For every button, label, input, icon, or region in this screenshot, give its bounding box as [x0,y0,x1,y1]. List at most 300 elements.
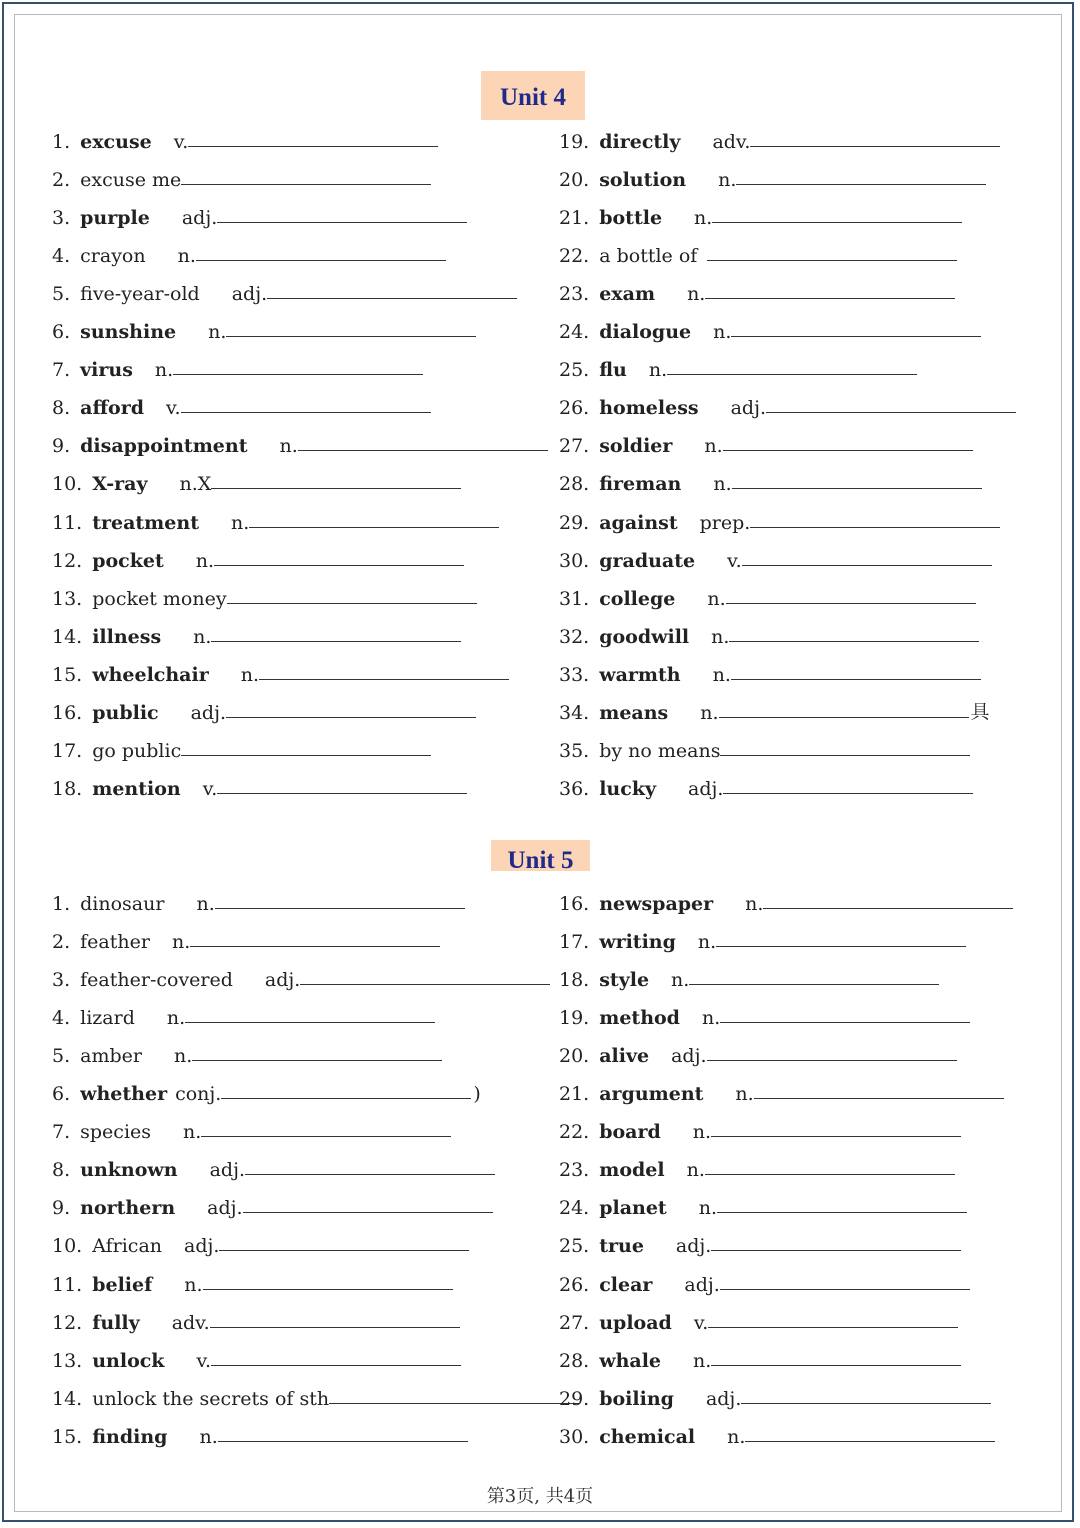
answer-blank[interactable] [736,183,986,185]
unit4-title: Unit 4 [481,71,585,120]
item-number: 22. [559,1121,590,1144]
item-number: 32. [559,625,590,648]
item-number: 22. [559,245,590,268]
answer-blank[interactable] [720,1288,970,1290]
item-number: 9. [52,435,71,458]
vocab-row [52,1301,579,1339]
item-number: 19. [559,131,590,154]
unit5-left-column [52,882,579,1453]
answer-blank[interactable] [717,1211,967,1213]
vocab-word: illness [92,625,162,648]
unit5-title: Unit 5 [491,840,590,871]
vocab-row [52,196,548,234]
answer-blank[interactable] [711,1135,961,1137]
vocab-row [52,348,548,386]
vocab-row [559,234,1016,272]
item-number: 2. [52,931,71,954]
part-of-speech: v. [173,131,189,154]
part-of-speech: adj. [688,777,724,800]
part-of-speech: n. [735,1083,754,1106]
vocab-word: treatment [92,511,199,534]
item-number: 24. [559,1197,590,1220]
vocab-word: excuse me [80,169,182,192]
vocab-row [52,1377,579,1415]
part-of-speech: n.X [179,473,212,496]
answer-blank[interactable] [723,449,973,451]
item-number: 5. [52,283,71,306]
answer-blank[interactable] [185,1021,435,1023]
part-of-speech: n. [701,1007,721,1030]
item-number: 33. [559,663,590,686]
answer-blank[interactable] [742,564,992,566]
item-number: 8. [52,1159,71,1182]
answer-blank[interactable] [705,297,955,299]
item-number: 26. [559,397,590,420]
vocab-word: excuse [80,131,152,154]
answer-blank[interactable] [716,945,966,947]
vocab-row [52,1072,579,1110]
vocab-row [52,234,548,272]
answer-blank[interactable] [726,602,976,604]
answer-blank[interactable] [707,259,957,261]
part-of-speech: adj. [264,969,301,992]
vocab-word: pocket money [92,587,227,610]
vocab-word: lucky [599,777,657,800]
vocab-row [52,386,548,424]
vocab-row [559,1224,1013,1262]
answer-blank[interactable] [750,526,1000,528]
vocab-word: whether [80,1083,168,1106]
answer-blank[interactable] [201,1135,451,1137]
vocab-row [52,424,548,462]
vocab-word: college [599,587,676,610]
vocab-word: method [599,1007,680,1030]
trailing-mark: 具 [970,700,990,723]
vocab-word: unlock [92,1349,165,1372]
vocab-row [52,539,548,577]
item-number: 7. [52,359,71,382]
vocab-word: sunshine [80,321,177,344]
item-number: 24. [559,321,590,344]
part-of-speech: n. [671,969,690,992]
item-number: 23. [559,283,590,306]
part-of-speech: n. [697,931,717,954]
vocab-word: afford [80,397,145,420]
vocab-word: crayon [80,245,146,268]
vocab-word: graduate [599,549,696,572]
vocab-row [52,1034,579,1072]
vocab-row [52,996,579,1034]
item-number: 12. [52,549,83,572]
item-number: 27. [559,435,590,458]
part-of-speech: adj. [181,207,218,230]
item-number: 8. [52,397,71,420]
answer-blank[interactable] [720,754,970,756]
part-of-speech: adj. [671,1045,707,1068]
answer-blank[interactable] [217,221,467,223]
vocab-word: alive [599,1045,650,1068]
item-number: 3. [52,207,71,230]
item-number: 29. [559,1387,590,1410]
vocab-word: bottle [599,207,663,230]
vocab-word: chemical [599,1425,696,1448]
vocab-word: goodwill [599,625,690,648]
vocab-row [559,120,1016,158]
part-of-speech: v. [202,777,218,800]
part-of-speech: n. [199,1425,218,1448]
item-number: 9. [52,1197,71,1220]
part-of-speech: n. [687,283,706,306]
part-of-speech: n. [183,1121,202,1144]
vocab-word: X-ray [92,473,148,496]
vocab-row [52,767,548,805]
vocab-row [52,272,548,310]
item-number: 17. [559,931,590,954]
item-number: 28. [559,473,590,496]
part-of-speech: n. [700,701,719,724]
vocab-word: true [599,1235,644,1258]
vocab-word: directly [599,131,681,154]
vocab-word: dinosaur [80,893,165,916]
vocab-row [559,462,1016,500]
item-number: 11. [52,511,83,534]
vocab-word: unknown [80,1159,178,1182]
item-number: 1. [52,893,71,916]
vocab-word: pocket [92,549,164,572]
answer-blank[interactable] [215,907,465,909]
vocab-row [559,272,1016,310]
vocab-row [559,500,1016,538]
item-number: 21. [559,207,590,230]
vocab-word: species [80,1121,152,1144]
item-number: 1. [52,131,71,154]
item-number: 11. [52,1273,83,1296]
answer-blank[interactable] [219,1249,469,1251]
answer-blank[interactable] [745,1440,995,1442]
part-of-speech: v. [693,1311,709,1334]
part-of-speech: n. [208,321,227,344]
part-of-speech: n. [704,435,723,458]
vocab-row [52,120,548,158]
answer-blank[interactable] [188,145,438,147]
item-number: 30. [559,1425,590,1448]
vocab-word: public [92,701,159,724]
item-number: 25. [559,1235,590,1258]
vocab-word: newspaper [599,893,714,916]
answer-blank[interactable] [211,640,461,642]
vocab-word: by no means [599,739,721,762]
item-number: 18. [559,969,590,992]
part-of-speech: n. [718,169,737,192]
answer-blank[interactable] [298,449,548,451]
part-of-speech: n. [713,321,732,344]
vocab-word: argument [599,1083,704,1106]
item-number: 19. [559,1007,590,1030]
answer-blank[interactable] [249,526,499,528]
vocab-row [559,1186,1013,1224]
answer-blank[interactable] [259,678,509,680]
part-of-speech: n. [707,587,726,610]
vocab-row [559,386,1016,424]
answer-blank[interactable] [181,411,431,413]
item-number: 16. [559,893,590,916]
part-of-speech: n. [698,1197,717,1220]
answer-blank[interactable] [245,1173,495,1175]
unit5-right-column [559,882,1013,1453]
vocab-word: five-year-old [80,283,200,306]
item-number: 17. [52,739,83,762]
vocab-row [52,1110,579,1148]
part-of-speech: n. [173,1045,193,1068]
vocab-row [559,424,1016,462]
answer-blank[interactable] [267,297,517,299]
vocab-row [52,653,548,691]
item-number: 30. [559,549,590,572]
answer-blank[interactable] [729,640,979,642]
answer-blank[interactable] [211,487,461,489]
vocab-row [559,310,1016,348]
answer-blank[interactable] [667,373,917,375]
vocab-word: purple [80,207,150,230]
item-number: 28. [559,1349,590,1372]
item-number: 2. [52,169,71,192]
answer-blank[interactable] [711,1364,961,1366]
vocab-row [559,158,1016,196]
item-number: 6. [52,1083,71,1106]
answer-blank[interactable] [707,1059,957,1061]
answer-blank[interactable] [218,1440,468,1442]
part-of-speech: n. [195,549,215,572]
part-of-speech: n. [184,1273,203,1296]
vocab-row [559,577,1016,615]
answer-blank[interactable] [741,1402,991,1404]
answer-blank[interactable] [766,411,1016,413]
vocab-word: upload [599,1311,672,1334]
part-of-speech: n. [154,359,174,382]
part-of-speech: n. [692,1121,712,1144]
vocab-word: model [599,1159,665,1182]
vocab-row [52,1224,579,1262]
page-footer: 第3页, 共4页 [486,1486,594,1507]
vocab-word: fireman [599,473,682,496]
vocab-row [52,1339,579,1377]
item-number: 25. [559,359,590,382]
answer-blank[interactable] [210,1326,460,1328]
answer-blank[interactable] [705,1173,955,1175]
part-of-speech: n. [193,625,212,648]
trailing-mark: ) [473,1083,481,1106]
part-of-speech: n. [713,473,732,496]
vocab-word: belief [92,1273,153,1296]
vocab-row [52,462,548,500]
vocab-word: a bottle of [599,245,698,268]
part-of-speech: n. [711,625,730,648]
item-number: 23. [559,1159,590,1182]
part-of-speech: adj. [209,1159,246,1182]
unit4-right-column [559,120,1016,805]
vocab-row [559,691,1016,729]
item-number: 4. [52,1007,71,1030]
part-of-speech: adj. [675,1235,712,1258]
part-of-speech: n. [279,435,298,458]
item-number: 6. [52,321,71,344]
vocab-word: go public [92,739,182,762]
part-of-speech: n. [694,207,713,230]
vocab-word: exam [599,283,656,306]
answer-blank[interactable] [708,1326,958,1328]
item-number: 5. [52,1045,71,1068]
answer-blank[interactable] [192,1059,442,1061]
vocab-word: writing [599,931,676,954]
answer-blank[interactable] [750,145,1000,147]
part-of-speech: n. [712,663,731,686]
item-number: 20. [559,169,590,192]
part-of-speech: v. [196,1349,212,1372]
vocab-word: feather-covered [80,969,233,992]
part-of-speech: adj. [207,1197,243,1220]
vocab-row [559,1072,1013,1110]
vocab-row [559,1034,1013,1072]
vocab-word: style [599,969,650,992]
vocab-word: wheelchair [92,663,209,686]
unit4-left-column [52,120,548,805]
item-number: 15. [52,1425,83,1448]
part-of-speech: n. [240,663,259,686]
answer-blank[interactable] [227,602,477,604]
answer-blank[interactable] [763,907,1013,909]
item-number: 36. [559,777,590,800]
vocab-row [52,691,548,729]
item-number: 10. [52,1235,83,1258]
part-of-speech: adj. [730,397,767,420]
answer-blank[interactable] [173,373,423,375]
vocab-row [559,653,1016,691]
item-number: 29. [559,511,590,534]
vocab-row [559,348,1016,386]
vocab-word: homeless [599,397,699,420]
vocab-word: northern [80,1197,176,1220]
item-number: 35. [559,739,590,762]
part-of-speech: n. [177,245,196,268]
item-number: 26. [559,1273,590,1296]
answer-blank[interactable] [226,716,476,718]
vocab-word: against [599,511,678,534]
item-number: 4. [52,245,71,268]
answer-blank[interactable] [181,183,431,185]
answer-blank[interactable] [226,335,476,337]
part-of-speech: n. [230,511,250,534]
answer-blank[interactable] [217,792,467,794]
answer-blank[interactable] [731,678,981,680]
vocab-row [52,920,579,958]
answer-blank[interactable] [723,792,973,794]
answer-blank[interactable] [712,221,962,223]
vocab-row [52,1148,579,1186]
answer-blank[interactable] [211,1364,461,1366]
vocab-word: virus [80,359,133,382]
vocab-word: soldier [599,435,673,458]
vocab-row [559,1339,1013,1377]
vocab-word: dialogue [599,321,692,344]
part-of-speech: n. [166,1007,186,1030]
vocab-row [559,539,1016,577]
vocab-row [559,615,1016,653]
vocab-row [52,1415,579,1453]
vocab-word: mention [92,777,181,800]
vocab-row [559,1262,1013,1300]
item-number: 13. [52,587,83,610]
part-of-speech: adj. [184,1235,220,1258]
vocab-word: clear [599,1273,653,1296]
vocab-word: lizard [80,1007,135,1030]
part-of-speech: v. [727,549,742,572]
answer-blank[interactable] [190,945,440,947]
vocab-row [52,577,548,615]
answer-blank[interactable] [754,1097,1004,1099]
answer-blank[interactable] [300,983,550,985]
vocab-word: flu [599,359,627,382]
item-number: 3. [52,969,71,992]
answer-blank[interactable] [711,1249,961,1251]
vocab-word: unlock the secrets of sth [92,1387,330,1410]
vocab-word: African [92,1235,163,1258]
part-of-speech: adv. [171,1311,210,1334]
part-of-speech: n. [745,893,764,916]
part-of-speech: adj. [705,1387,742,1410]
answer-blank[interactable] [732,487,982,489]
item-number: 15. [52,663,83,686]
answer-blank[interactable] [203,1288,453,1290]
answer-blank[interactable] [689,983,939,985]
vocab-word: feather [80,931,150,954]
vocab-word: finding [92,1425,168,1448]
vocab-row [559,958,1013,996]
vocab-row [52,1186,579,1224]
answer-blank[interactable] [221,1097,471,1099]
item-number: 34. [559,701,590,724]
vocab-row [52,310,548,348]
part-of-speech: n. [693,1349,712,1372]
vocab-row [559,729,1016,767]
item-number: 7. [52,1121,71,1144]
vocab-row [559,196,1016,234]
answer-blank[interactable] [243,1211,493,1213]
answer-blank[interactable] [720,1021,970,1023]
answer-blank[interactable] [719,716,969,718]
vocab-word: board [599,1121,661,1144]
answer-blank[interactable] [214,564,464,566]
item-number: 31. [559,587,590,610]
vocab-word: means [599,701,669,724]
part-of-speech: conj. [175,1083,222,1106]
vocab-row [52,158,548,196]
item-number: 10. [52,473,83,496]
vocab-row [52,1262,579,1300]
vocab-word: boiling [599,1387,674,1410]
answer-blank[interactable] [196,259,446,261]
vocab-row [559,1110,1013,1148]
item-number: 12. [52,1311,83,1334]
vocab-row [559,767,1016,805]
vocab-row [559,1148,1013,1186]
answer-blank[interactable] [181,754,431,756]
vocab-word: whale [599,1349,662,1372]
vocab-row [559,1415,1013,1453]
answer-blank[interactable] [731,335,981,337]
item-number: 14. [52,1387,83,1410]
part-of-speech: n. [686,1159,705,1182]
answer-blank[interactable] [329,1402,579,1404]
